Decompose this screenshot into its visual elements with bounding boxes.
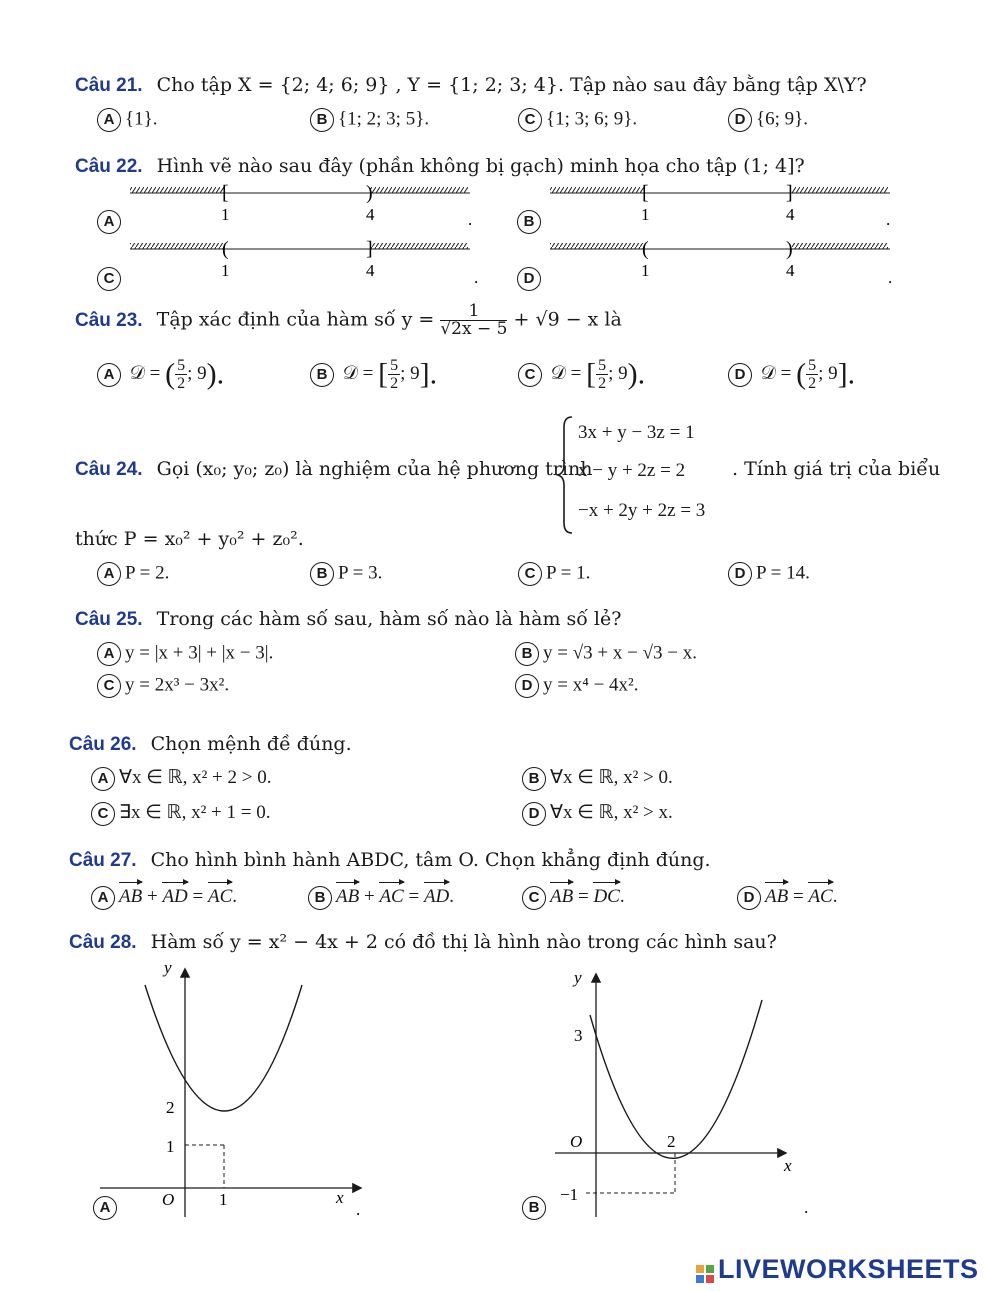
option-d[interactable]	[728, 357, 855, 392]
question-number: Câu 22.	[75, 156, 143, 177]
option-d[interactable]	[517, 267, 545, 291]
option-c[interactable]	[522, 882, 625, 910]
question-text: Trong các hàm số sau, hàm số nào là hàm số lẻ?	[156, 608, 622, 630]
option-d[interactable]	[728, 562, 810, 586]
question-23	[75, 303, 622, 338]
question-number: Câu 25.	[75, 609, 143, 630]
y-tick-label: 2	[166, 1098, 175, 1117]
open-bracket: [	[586, 357, 597, 391]
option-letter: A	[97, 363, 121, 387]
fraction-denominator: 2	[598, 375, 607, 392]
fraction	[596, 357, 608, 392]
option-c[interactable]	[518, 357, 645, 392]
option-text: {6; 9}.	[756, 108, 809, 130]
question-24	[75, 458, 592, 481]
fraction	[388, 357, 400, 392]
option-a[interactable]	[91, 766, 271, 791]
option-letter: A	[91, 767, 115, 791]
fraction-numerator: 5	[177, 357, 186, 374]
parabola-curve	[145, 985, 302, 1111]
fraction	[440, 303, 507, 338]
option-b[interactable]	[515, 642, 697, 666]
option-text: y = |x + 3| + |x − 3|.	[125, 642, 274, 664]
y-axis-label: y	[574, 968, 582, 987]
option-b[interactable]	[522, 766, 673, 791]
option-text: ∀x ∈ ℝ, x² + 2 > 0.	[119, 767, 272, 788]
option-letter: C	[518, 108, 542, 132]
option-text: y = x⁴ − 4x².	[543, 674, 639, 696]
option-letter: B	[522, 767, 546, 791]
fraction	[806, 357, 818, 392]
question-21	[75, 74, 867, 97]
tick-label: 1	[641, 261, 650, 280]
question-text: Tập xác định của hàm số y =	[156, 308, 435, 331]
bracket-left: (	[642, 238, 649, 260]
operator: =	[573, 886, 594, 907]
number-line-b	[550, 182, 890, 229]
open-bracket: (	[165, 357, 176, 391]
y-tick-label: 1	[166, 1137, 175, 1156]
close-bracket: ].	[837, 357, 856, 391]
liveworksheets-logo[interactable]	[696, 1254, 979, 1285]
option-b[interactable]	[310, 562, 382, 586]
question-text-after: + √9 − x là	[513, 308, 622, 331]
fraction	[175, 357, 187, 392]
option-text: {1; 2; 3; 5}.	[338, 108, 430, 130]
option-letter: A	[97, 108, 121, 132]
operator: +	[142, 886, 163, 907]
fraction-denominator: 2	[390, 375, 399, 392]
option-letter: B	[310, 363, 334, 387]
graph-a	[90, 955, 380, 1225]
option-c[interactable]	[91, 801, 270, 826]
tick-label: 1	[221, 205, 230, 224]
vector-term: AB	[550, 882, 573, 908]
option-letter: B	[310, 562, 334, 586]
x-axis-label: x	[336, 1188, 344, 1207]
option-b[interactable]	[310, 108, 429, 132]
x-tick-label: 1	[219, 1190, 228, 1209]
option-letter: B	[522, 1196, 546, 1220]
option-c[interactable]	[97, 267, 125, 291]
option-letter: A	[91, 886, 115, 910]
question-26	[69, 733, 352, 756]
question-text: Hình vẽ nào sau đây (phần không bị gạch) minh họa cho tập (1; 4]?	[156, 155, 805, 177]
interval-end: ; 9	[187, 362, 207, 384]
option-letter: A	[97, 562, 121, 586]
close-bracket: ).	[206, 357, 225, 391]
vector-term: AB	[765, 882, 788, 908]
vector-term: AC	[808, 882, 832, 908]
vector-arrow-icon	[765, 882, 788, 883]
question-text: Cho tập X = {2; 4; 6; 9} , Y = {1; 2; 3; 4}. Tập nào sau đây bằng tập X\Y?	[156, 74, 867, 96]
vector-arrow-icon	[336, 882, 359, 883]
fraction-numerator: 5	[808, 357, 817, 374]
option-text: y = 2x³ − 3x².	[125, 674, 230, 696]
number-line-options	[0, 175, 1000, 300]
close-bracket: ).	[627, 357, 646, 391]
option-letter: D	[517, 267, 541, 291]
option-letter: A	[97, 642, 121, 666]
option-a[interactable]	[97, 642, 273, 666]
open-bracket: (	[796, 357, 807, 391]
operator: =	[788, 886, 809, 907]
option-a[interactable]	[97, 357, 224, 392]
svg-text:.: .	[888, 268, 893, 287]
option-b[interactable]	[522, 1196, 550, 1220]
option-letter: A	[97, 210, 121, 234]
question-25	[75, 608, 621, 631]
option-d[interactable]	[737, 882, 837, 910]
question-28	[69, 931, 777, 954]
question-number: Câu 26.	[69, 734, 137, 755]
graph-end: .	[804, 1198, 809, 1217]
question-text-line2: thức P = x₀² + y₀² + z₀².	[75, 528, 304, 550]
option-text: ∃x ∈ ℝ, x² + 1 = 0.	[119, 802, 271, 823]
option-a[interactable]	[97, 108, 158, 132]
interval-end: ; 9	[818, 362, 838, 384]
expression-end: .	[619, 886, 625, 907]
question-text: Hàm số y = x² − 4x + 2 có đồ thị là hình nào trong các hình sau?	[150, 931, 777, 953]
brace-icon	[556, 415, 576, 535]
vector-term: AD	[424, 882, 449, 908]
operator: =	[403, 886, 424, 907]
option-letter: B	[310, 108, 334, 132]
question-number: Câu 24.	[75, 459, 143, 480]
y-tick-label: −1	[560, 1185, 579, 1204]
expression-end: .	[232, 886, 238, 907]
operator: +	[359, 886, 380, 907]
question-text: Gọi (x₀; y₀; z₀) là nghiệm của hệ phương trình	[156, 458, 593, 480]
option-text: y = √3 + x − √3 − x.	[543, 642, 697, 664]
vector-expression	[765, 886, 837, 907]
option-text: P = 2.	[125, 562, 170, 584]
vector-term: AD	[162, 882, 187, 908]
bracket-right: )	[366, 182, 373, 204]
logo-icon	[696, 1265, 714, 1283]
vector-expression	[550, 886, 625, 907]
option-letter: D	[728, 562, 752, 586]
parabola-curve	[590, 1000, 762, 1158]
question-number: Câu 28.	[69, 932, 137, 953]
option-letter: C	[518, 562, 542, 586]
option-a[interactable]	[91, 882, 237, 910]
interval-end: ; 9	[608, 362, 628, 384]
option-letter: D	[515, 674, 539, 698]
tick-label: 4	[366, 261, 375, 280]
domain-symbol: 𝒟 =	[550, 362, 582, 384]
option-letter: A	[93, 1196, 117, 1220]
vector-term: AC	[379, 882, 403, 908]
option-c[interactable]	[518, 108, 637, 132]
vector-arrow-icon	[379, 882, 403, 883]
option-letter: C	[522, 886, 546, 910]
bracket-left: [	[642, 182, 649, 204]
equation-3: −x + 2y + 2z = 3	[578, 500, 706, 521]
graph-b	[520, 955, 820, 1225]
vector-term: AC	[208, 882, 232, 908]
option-d[interactable]	[522, 801, 673, 826]
option-letter: C	[518, 363, 542, 387]
option-letter: B	[515, 642, 539, 666]
option-b[interactable]	[517, 210, 545, 234]
option-c[interactable]	[97, 674, 229, 698]
option-text: {1; 3; 6; 9}.	[546, 108, 638, 130]
option-b[interactable]	[308, 882, 454, 910]
option-letter: D	[728, 363, 752, 387]
fraction-denominator: 2	[177, 375, 186, 392]
y-tick-label: 3	[574, 1026, 583, 1045]
y-axis-label: y	[164, 958, 172, 977]
vector-arrow-icon	[593, 882, 619, 883]
x-tick-label: 2	[667, 1132, 676, 1151]
vector-arrow-icon	[119, 882, 142, 883]
number-line-d	[550, 238, 892, 287]
option-letter: D	[522, 802, 546, 826]
tick-label: 4	[366, 205, 375, 224]
vector-term: DC	[593, 882, 619, 908]
origin-label: O	[570, 1132, 583, 1151]
fraction-denominator: 2	[808, 375, 817, 392]
question-27	[69, 849, 711, 872]
fraction-numerator: 5	[390, 357, 399, 374]
vector-expression	[336, 886, 454, 907]
bracket-left: (	[222, 238, 229, 260]
question-text: Cho hình bình hành ABDC, tâm O. Chọn khẳng định đúng.	[150, 849, 711, 871]
option-a[interactable]	[93, 1196, 121, 1220]
svg-text:.: .	[474, 268, 479, 287]
question-text: Chọn mệnh đề đúng.	[150, 733, 352, 755]
x-axis-label: x	[784, 1156, 792, 1175]
number-line-a	[130, 182, 472, 229]
tick-label: 4	[786, 261, 795, 280]
bracket-right: ]	[366, 238, 373, 260]
question-number: Câu 21.	[75, 75, 143, 96]
tick-label: 4	[786, 205, 795, 224]
option-c[interactable]	[518, 562, 590, 586]
equation-2: x − y + 2z = 2	[578, 460, 686, 481]
fraction-numerator: 1	[440, 303, 507, 321]
option-letter: B	[517, 210, 541, 234]
vector-term: AB	[336, 882, 359, 908]
option-letter: D	[728, 108, 752, 132]
vector-arrow-icon	[208, 882, 232, 883]
vector-expression	[119, 886, 237, 907]
option-letter: B	[308, 886, 332, 910]
domain-symbol: 𝒟 =	[342, 362, 374, 384]
option-text: ∀x ∈ ℝ, x² > x.	[550, 802, 673, 823]
interval-end: ; 9	[400, 362, 420, 384]
question-number: Câu 23.	[75, 309, 143, 331]
vector-arrow-icon	[162, 882, 187, 883]
option-d[interactable]	[515, 674, 639, 698]
vector-arrow-icon	[424, 882, 449, 883]
option-a[interactable]	[97, 562, 169, 586]
bracket-right: ]	[786, 182, 793, 204]
bracket-left: [	[222, 182, 229, 204]
graph-end: .	[356, 1200, 361, 1219]
option-letter: C	[97, 267, 121, 291]
domain-symbol: 𝒟 =	[129, 362, 161, 384]
fraction-numerator: 5	[598, 357, 607, 374]
tick-label: 1	[641, 205, 650, 224]
equation-1: 3x + y − 3z = 1	[578, 422, 695, 443]
domain-symbol: 𝒟 =	[760, 362, 792, 384]
fraction-denominator: √2x − 5	[440, 319, 508, 339]
option-text: ∀x ∈ ℝ, x² > 0.	[550, 767, 673, 788]
option-text: P = 1.	[546, 562, 591, 584]
expression-end: .	[449, 886, 455, 907]
option-text: {1}.	[125, 108, 158, 130]
brand-name: LIVEWORKSHEETS	[718, 1254, 979, 1284]
expression-end: .	[832, 886, 838, 907]
bracket-right: )	[786, 238, 793, 260]
option-letter: C	[97, 674, 121, 698]
close-bracket: ].	[419, 357, 438, 391]
option-letter: C	[91, 802, 115, 826]
option-letter: D	[737, 886, 761, 910]
question-number: Câu 27.	[69, 850, 137, 871]
option-b[interactable]	[310, 357, 437, 392]
option-a[interactable]	[97, 210, 125, 234]
option-text: P = 3.	[338, 562, 383, 584]
operator: =	[187, 886, 208, 907]
tick-label: 1	[221, 261, 230, 280]
vector-arrow-icon	[550, 882, 573, 883]
open-bracket: [	[378, 357, 389, 391]
svg-text:.: .	[468, 210, 473, 229]
question-text-after: . Tính giá trị của biểu	[732, 458, 941, 480]
origin-label: O	[162, 1190, 175, 1209]
vector-arrow-icon	[808, 882, 832, 883]
vector-term: AB	[119, 882, 142, 908]
svg-text:.: .	[886, 210, 891, 229]
option-d[interactable]	[728, 108, 808, 132]
number-line-c	[130, 238, 478, 287]
option-text: P = 14.	[756, 562, 810, 584]
